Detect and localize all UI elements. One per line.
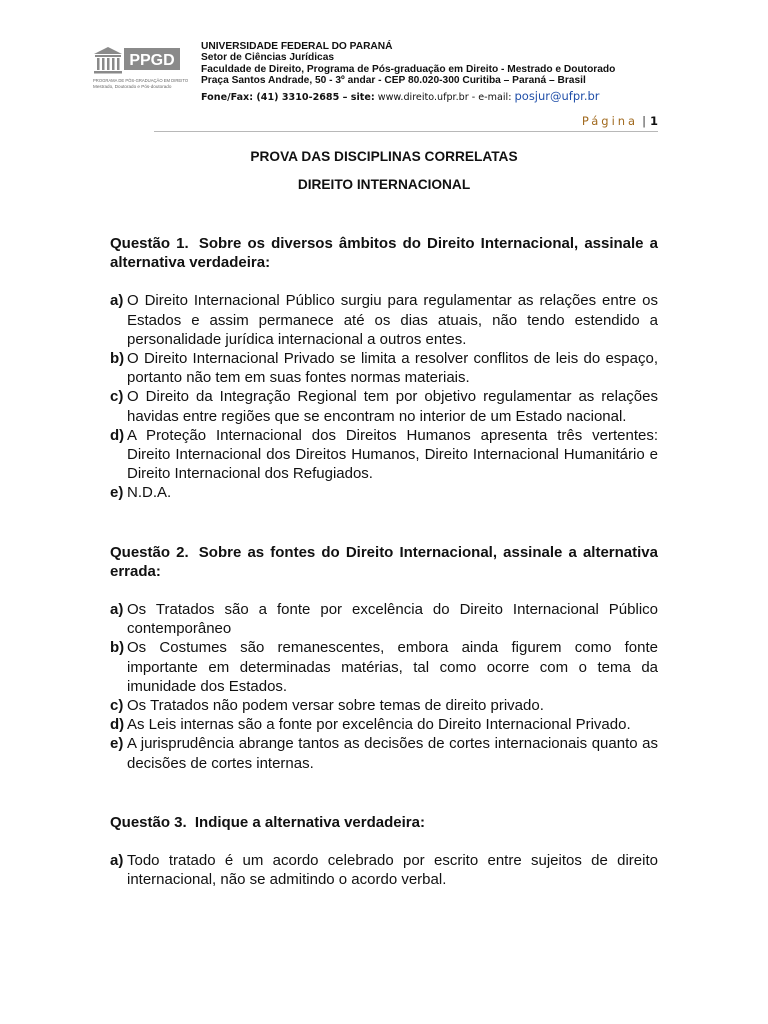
header-rule bbox=[154, 131, 658, 132]
institution-block bbox=[201, 41, 615, 86]
faculty-name: Faculdade de Direito, Programa de Pós-graduação em Direito - Mestrado e Doutorado bbox=[201, 63, 616, 75]
option-text: As Leis internas são a fonte por excelência do Direito Internacional Privado. bbox=[127, 716, 631, 734]
contact-prefix: Fone/Fax: (41) 3310-2685 – site: bbox=[201, 92, 375, 103]
options-list bbox=[110, 600, 658, 773]
page-separator: | bbox=[642, 114, 646, 128]
sector-name: Setor de Ciências Jurídicas bbox=[201, 52, 335, 64]
page-number-indicator bbox=[582, 114, 658, 128]
question-prompt: Sobre os diversos âmbitos do Direito Internacional, assinale a alternativa verdadeira: bbox=[110, 235, 659, 272]
option-text: A Proteção Internacional dos Direitos Humanos apresenta três vertentes: Direito Internacional dos Direitos Humanos, Direito Internacional Humanitário e Direito Internacional dos Refugiados. bbox=[127, 426, 658, 483]
option-text: Os Tratados não podem versar sobre temas de direito privado. bbox=[127, 697, 544, 715]
question-2 bbox=[110, 543, 658, 773]
email-prefix: - e-mail: bbox=[468, 92, 515, 103]
option-letter: c) bbox=[110, 388, 124, 406]
question-number: Questão 1. bbox=[110, 235, 189, 252]
option-letter: e) bbox=[110, 484, 124, 502]
ppgd-logo bbox=[92, 44, 190, 96]
page-number: 1 bbox=[649, 114, 658, 128]
building-icon bbox=[92, 44, 190, 96]
option-letter: b) bbox=[110, 350, 125, 368]
option-text: O Direito da Integração Regional tem por objetivo regulamentar as relações havidas entre regiões que se encontram no interior de um Estado nacional. bbox=[127, 388, 658, 425]
option-letter: a) bbox=[110, 292, 124, 310]
question-number: Questão 3. bbox=[110, 813, 187, 831]
option-letter: a) bbox=[110, 852, 124, 870]
questions-container bbox=[110, 234, 658, 889]
option-letter: c) bbox=[110, 697, 124, 715]
option-b bbox=[110, 349, 658, 387]
question-prompt: Sobre as fontes do Direito Internacional, assinale a alternativa errada: bbox=[110, 543, 658, 580]
option-letter: e) bbox=[110, 735, 124, 753]
page-label: Página bbox=[581, 114, 639, 128]
logo-text: PPGD bbox=[129, 52, 175, 69]
options-list bbox=[110, 291, 658, 502]
exam-subtitle: DIREITO INTERNACIONAL bbox=[297, 177, 471, 192]
question-prompt: Indique a alternativa verdadeira: bbox=[194, 813, 425, 831]
option-text: Os Costumes são remanescentes, embora ainda figurem como fonte importante em determinadas matérias, tal como ocorre com o tema da imunidade dos Estados. bbox=[127, 639, 658, 695]
logo-caption-2: Mestrado, Doutorado e Pós-doutorado bbox=[93, 84, 172, 89]
option-text: O Direito Internacional Privado se limita a resolver conflitos de leis do espaço, portanto não tem em suas fontes normas materiais. bbox=[127, 350, 658, 387]
option-a bbox=[110, 291, 658, 349]
option-a bbox=[110, 851, 658, 889]
option-c bbox=[110, 696, 658, 715]
contact-line bbox=[201, 89, 600, 103]
option-letter: d) bbox=[110, 716, 125, 734]
question-1 bbox=[110, 234, 658, 503]
site-link[interactable]: www.direito.ufpr.br bbox=[374, 92, 469, 103]
option-text: O Direito Internacional Público surgiu para regulamentar as relações entre os Estados e assim permanece até os dias atuais, não tendo estendido a personalidade jurídica internacional a outros entes. bbox=[127, 292, 658, 348]
option-text: A jurisprudência abrange tantos as decisões de cortes internacionais quanto as decisões de cortes internas. bbox=[127, 735, 658, 772]
option-text: Os Tratados são a fonte por excelência do Direito Internacional Público contemporâneo bbox=[127, 601, 658, 638]
option-c bbox=[110, 387, 658, 425]
option-letter: b) bbox=[110, 639, 125, 657]
option-text: Todo tratado é um acordo celebrado por escrito entre sujeitos de direito internacional, não se admitindo o acordo verbal. bbox=[127, 852, 658, 889]
question-heading bbox=[110, 234, 658, 272]
question-number: Questão 2. bbox=[110, 543, 189, 561]
option-text: N.D.A. bbox=[127, 484, 172, 502]
question-heading bbox=[110, 543, 658, 581]
email-link[interactable]: posjur@ufpr.br bbox=[514, 89, 600, 103]
question-3 bbox=[110, 813, 658, 890]
logo-caption-1: PROGRAMA DE PÓS-GRADUAÇÃO EM DIREITO bbox=[93, 78, 189, 83]
address: Praça Santos Andrade, 50 - 3º andar - CEP 80.020-300 Curitiba – Paraná – Brasil bbox=[201, 74, 586, 86]
option-letter: a) bbox=[110, 601, 124, 619]
exam-title: PROVA DAS DISCIPLINAS CORRELATAS bbox=[250, 149, 518, 164]
option-d bbox=[110, 715, 658, 734]
option-b bbox=[110, 638, 658, 696]
option-e bbox=[110, 734, 658, 772]
question-heading bbox=[110, 813, 658, 832]
option-d bbox=[110, 426, 658, 484]
option-e bbox=[110, 483, 658, 502]
institution-name: UNIVERSIDADE FEDERAL DO PARANÁ bbox=[201, 41, 393, 52]
option-letter: d) bbox=[110, 426, 125, 444]
options-list bbox=[110, 851, 658, 889]
option-a bbox=[110, 600, 658, 638]
